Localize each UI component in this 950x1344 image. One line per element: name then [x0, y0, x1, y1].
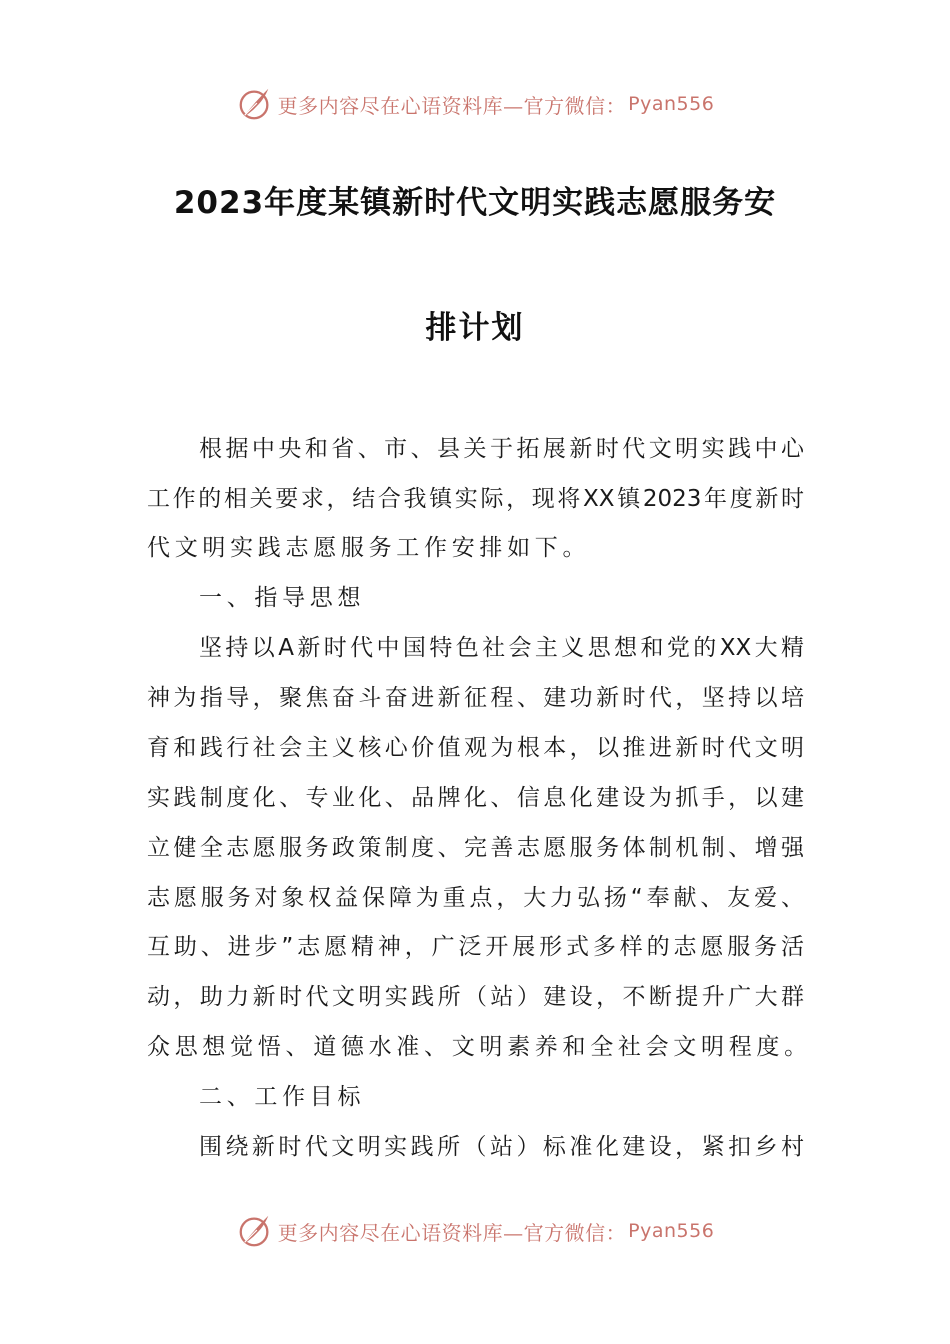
body-line: 围绕新时代文明实践所（站）标准化建设，紧扣乡村: [199, 1134, 804, 1160]
body-line: 立健全志愿服务政策制度、完善志愿服务体制机制、增强: [147, 835, 804, 861]
document-title-line-2: 排计划: [425, 310, 525, 346]
body-line: 动，助力新时代文明实践所（站）建设，不断提升广大群: [147, 984, 804, 1010]
body-line: 育和践行社会主义核心价值观为根本，以推进新时代文明: [147, 735, 804, 761]
watermark-text: 更多内容尽在心语资料库—官方微信：: [277, 93, 627, 118]
document-title-line-1: 2023年度某镇新时代文明实践志愿服务安: [173, 185, 777, 221]
body-line: 根据中央和省、市、县关于拓展新时代文明实践中心: [199, 436, 804, 462]
body-line: 互助、进步”志愿精神，广泛开展形式多样的志愿服务活: [147, 934, 804, 960]
body-line: 神为指导，聚焦奋斗奋进新征程、建功新时代，坚持以培: [147, 685, 804, 711]
quill-logo-icon: [236, 85, 274, 123]
watermark-bottom: [0, 1211, 950, 1251]
quill-logo-icon: [236, 1212, 274, 1250]
section-heading-guiding-ideology: 一、指导思想: [199, 585, 366, 611]
watermark-wechat-id: Pyan556: [628, 1220, 715, 1242]
body-line: 志愿服务对象权益保障为重点，大力弘扬“奉献、友爱、: [147, 885, 804, 911]
body-line: 工作的相关要求，结合我镇实际，现将XX镇2023年度新时: [147, 486, 804, 512]
body-line: 坚持以A新时代中国特色社会主义思想和党的XX大精: [199, 635, 804, 661]
watermark-text: 更多内容尽在心语资料库—官方微信：: [277, 1220, 627, 1245]
watermark-top: [0, 84, 950, 124]
body-line: 代文明实践志愿服务工作安排如下。: [147, 535, 591, 561]
section-heading-work-goals: 二、工作目标: [199, 1084, 366, 1110]
watermark-wechat-id: Pyan556: [628, 93, 715, 115]
body-line: 实践制度化、专业化、品牌化、信息化建设为抓手，以建: [147, 785, 804, 811]
body-line: 众思想觉悟、道德水准、文明素养和全社会文明程度。: [147, 1034, 812, 1060]
